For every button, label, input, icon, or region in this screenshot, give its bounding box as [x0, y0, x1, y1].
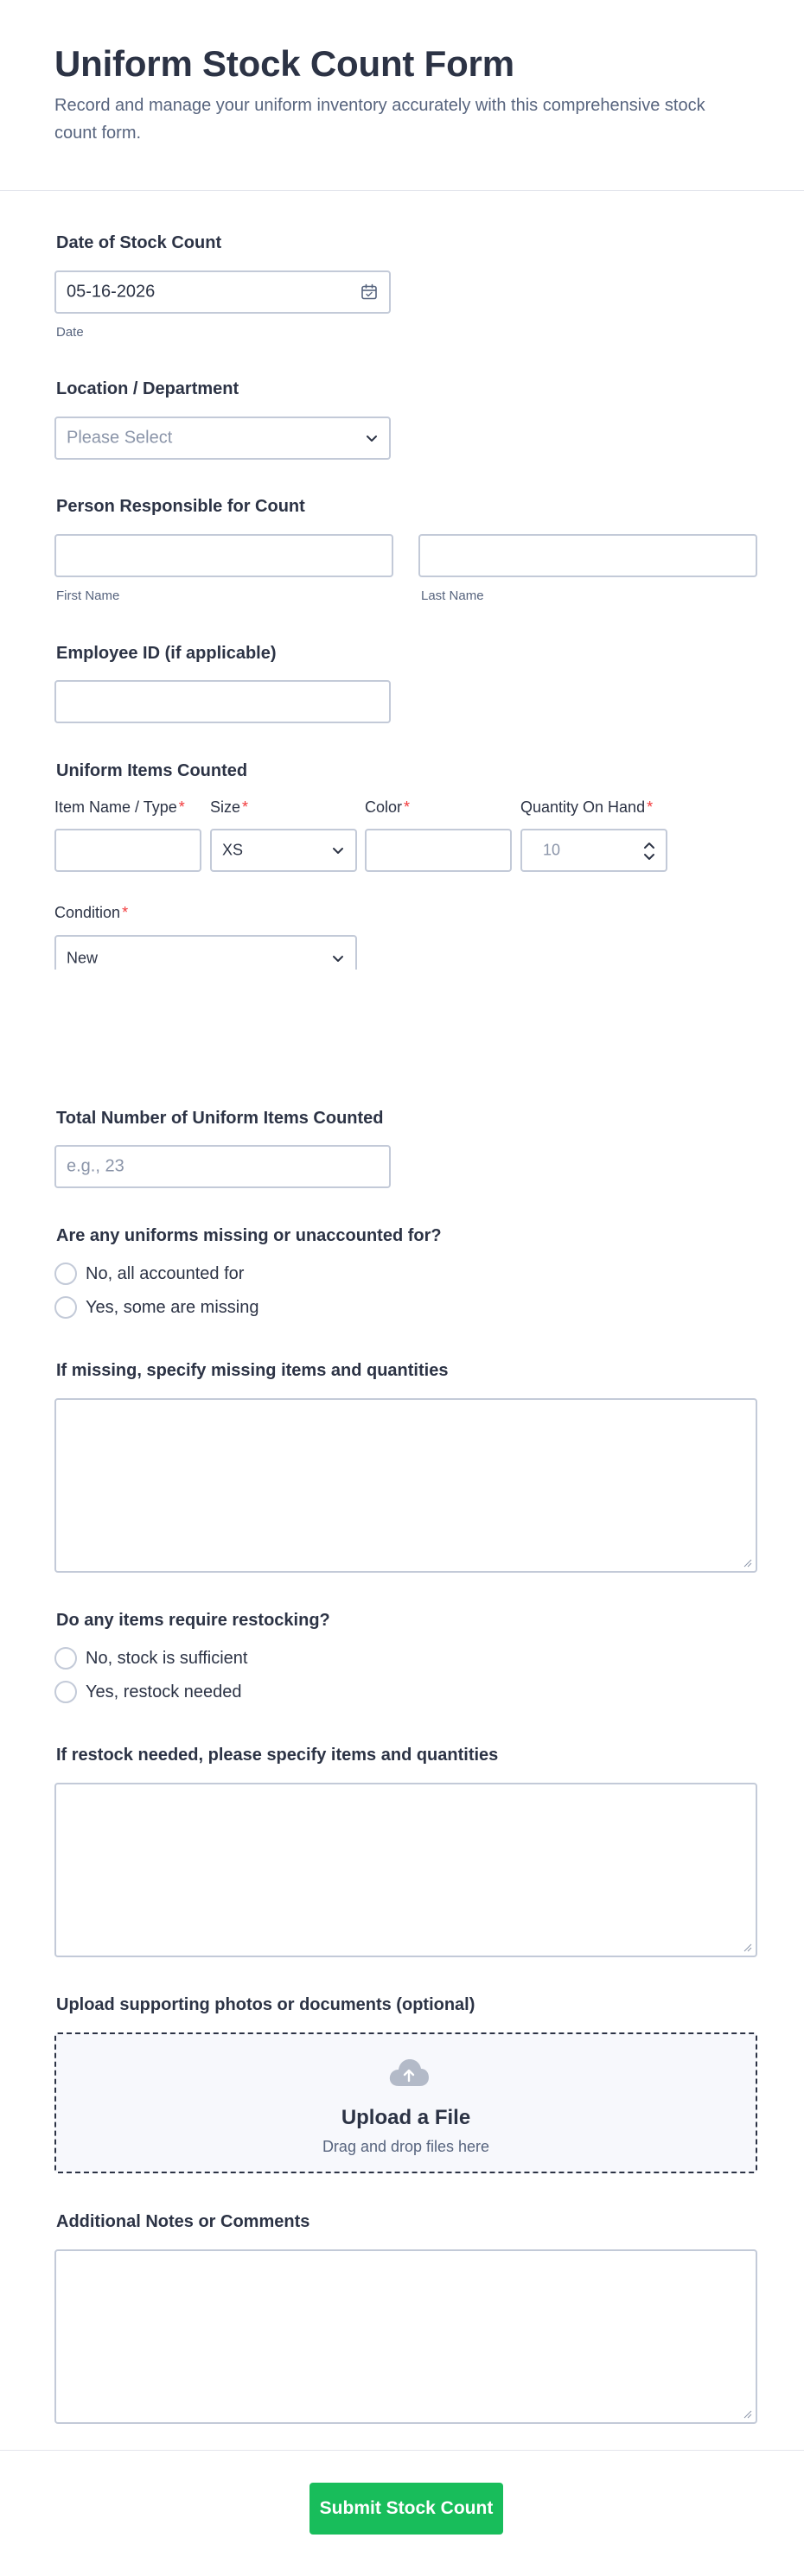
size-value: XS: [222, 841, 244, 859]
form-title: Uniform Stock Count Form: [54, 43, 514, 84]
form-subtitle: Record and manage your uniform inventory accurately with this comprehensive stock count form.: [54, 96, 705, 143]
location-label: Location / Department: [56, 379, 239, 398]
date-label: Date of Stock Count: [56, 233, 222, 252]
first-name-sublabel: First Name: [56, 588, 120, 603]
employee-id-label: Employee ID (if applicable): [56, 644, 277, 663]
missing-question-label: Are any uniforms missing or unaccounted for?: [56, 1226, 442, 1245]
date-input[interactable]: [54, 270, 391, 314]
col-color-label: Color *: [365, 798, 411, 816]
radio-option-yes-missing[interactable]: [54, 1295, 258, 1320]
last-name-input[interactable]: [418, 534, 757, 577]
total-input[interactable]: [54, 1145, 391, 1188]
condition-label: Condition *: [54, 904, 129, 921]
size-select[interactable]: [210, 829, 357, 872]
radio-option-yes-restock[interactable]: [54, 1680, 242, 1704]
location-placeholder: Please Select: [67, 428, 173, 448]
resize-handle-icon[interactable]: [742, 1942, 752, 1952]
col-quantity-label: Quantity On Hand *: [520, 798, 654, 816]
radio-option-no-restock[interactable]: [54, 1646, 247, 1670]
total-placeholder: e.g., 23: [67, 1156, 124, 1176]
chevron-down-icon: [363, 429, 380, 447]
footer-divider: [0, 2450, 804, 2451]
missing-details-label: If missing, specify missing items and quantities: [56, 1361, 449, 1380]
radio-label: No, stock is sufficient: [86, 1648, 248, 1668]
condition-select[interactable]: [54, 935, 357, 970]
notes-textarea[interactable]: [54, 2249, 757, 2424]
stepper-arrows-icon[interactable]: [641, 838, 657, 864]
color-input[interactable]: [365, 829, 512, 872]
quantity-stepper[interactable]: [520, 829, 667, 872]
employee-id-input[interactable]: [54, 680, 391, 723]
missing-details-textarea[interactable]: [54, 1398, 757, 1573]
quantity-placeholder: 10: [543, 841, 561, 859]
condition-select-clip: [54, 935, 357, 970]
notes-label: Additional Notes or Comments: [56, 2212, 310, 2231]
col-size-label: Size *: [210, 798, 249, 816]
total-label: Total Number of Uniform Items Counted: [56, 1109, 384, 1128]
submit-button[interactable]: Submit Stock Count: [309, 2483, 503, 2535]
restock-details-textarea[interactable]: [54, 1783, 757, 1957]
form-header: [0, 0, 804, 191]
person-label: Person Responsible for Count: [56, 497, 305, 516]
calendar-icon[interactable]: [360, 283, 379, 302]
radio-button[interactable]: [54, 1647, 77, 1670]
radio-button[interactable]: [54, 1296, 77, 1319]
upload-subtitle: Drag and drop files here: [322, 2138, 490, 2155]
upload-label: Upload supporting photos or documents (optional): [56, 1995, 475, 2014]
radio-button[interactable]: [54, 1681, 77, 1703]
item-name-input[interactable]: [54, 829, 201, 872]
cloud-upload-icon: [387, 2057, 431, 2091]
restock-details-label: If restock needed, please specify items and quantities: [56, 1746, 499, 1765]
date-sublabel: Date: [56, 325, 84, 340]
location-select[interactable]: [54, 417, 391, 460]
resize-handle-icon[interactable]: [742, 1557, 752, 1568]
radio-label: Yes, restock needed: [86, 1682, 242, 1701]
condition-value: New: [67, 949, 99, 967]
last-name-sublabel: Last Name: [421, 588, 484, 603]
radio-button[interactable]: [54, 1263, 77, 1285]
uniform-items-label: Uniform Items Counted: [56, 761, 248, 780]
date-value: 05-16-2026: [67, 282, 156, 302]
upload-title: Upload a File: [341, 2106, 471, 2129]
col-item-name-label: Item Name / Type *: [54, 798, 185, 816]
first-name-input[interactable]: [54, 534, 393, 577]
radio-label: No, all accounted for: [86, 1263, 245, 1283]
file-upload-dropzone[interactable]: [54, 2032, 757, 2173]
chevron-down-icon: [329, 950, 347, 967]
radio-option-no-missing[interactable]: [54, 1262, 244, 1286]
chevron-down-icon: [329, 842, 347, 859]
restock-question-label: Do any items require restocking?: [56, 1611, 330, 1630]
radio-label: Yes, some are missing: [86, 1297, 259, 1317]
resize-handle-icon[interactable]: [742, 2408, 752, 2419]
